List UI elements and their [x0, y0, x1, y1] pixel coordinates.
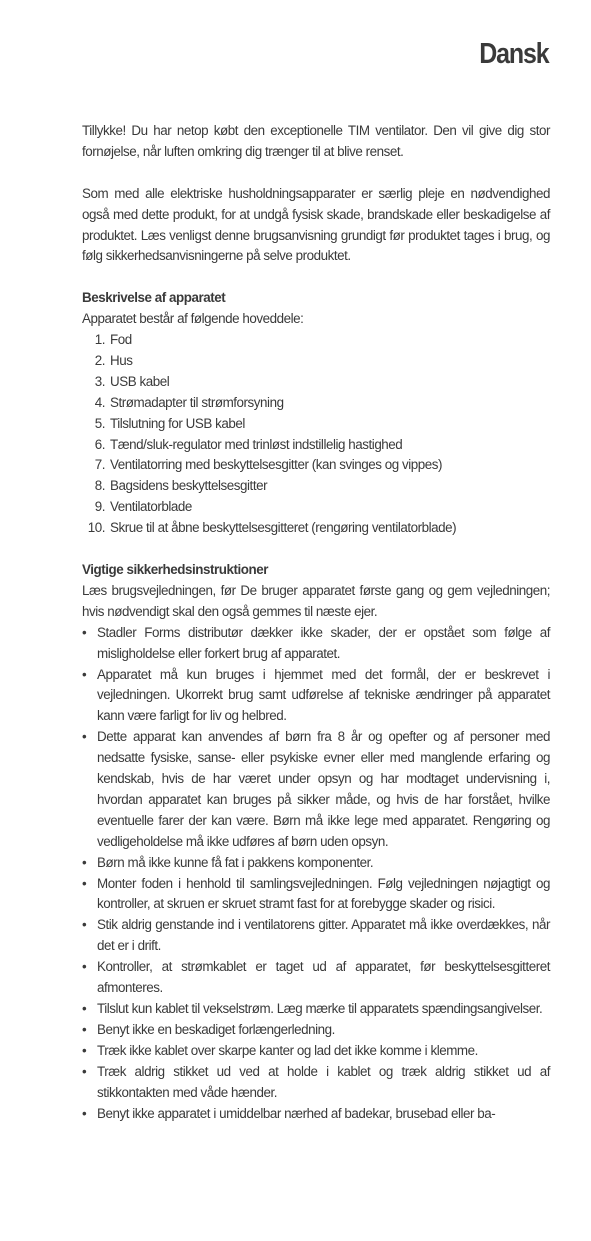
safety-item-text: Stik aldrig genstande ind i ventilatorens gitter. Apparatet må ikke overdækkes, når det er i drift. [97, 917, 550, 954]
list-item [82, 727, 550, 852]
list-item-label: Hus [110, 352, 133, 368]
list-item [82, 476, 550, 497]
safety-item-text: Benyt ikke apparatet i umiddelbar nærhed af badekar, brusebad eller ba- [97, 1105, 496, 1121]
list-item [82, 1104, 550, 1125]
manual-content [82, 121, 550, 1124]
bullet-icon: • [82, 1063, 87, 1079]
care-paragraph: Som med alle elektriske husholdningsapparater er særlig pleje en nødvendighed også med dette produkt, for at undgå fysisk skade, brandskade eller beskadigelse af produktet. Læs venligst denne brugsanvisning grundigt før produktet tages i brug, og følg sikkerhedsanvisningerne på selve produktet. [82, 185, 550, 264]
list-item [82, 372, 550, 393]
safety-item-text: Dette apparat kan anvendes af børn fra 8 år og opefter og af personer med nedsatte fysiske, sanse- eller psykiske evner eller med manglende erfaring og kendskab, hvis de har været under opsyn og har modtaget undervisning i, hvordan apparatet kan bruges på sikker måde, og hvis de har forstået, hvilke eventuelle farer der kan være. Børn må ikke lege med apparatet. Rengøring og vedligeholdelse må ikke udføres af børn uden opsyn. [97, 729, 550, 849]
safety-heading: Vigtige sikkerhedsinstruktioner [82, 561, 268, 577]
intro-paragraph: Tillykke! Du har netop købt den exceptionelle TIM ventilator. Den vil give dig stor fornøjelse, når luften omkring dig trænger til at blive renset. [82, 123, 550, 159]
list-item [82, 351, 550, 372]
list-item-label: Ventilatorring med beskyttelsesgitter (kan svinges og vippes) [110, 457, 443, 473]
list-item [82, 497, 550, 518]
list-item-number: 1. [94, 332, 105, 348]
list-item [82, 874, 550, 916]
list-item [82, 518, 550, 539]
bullet-icon: • [82, 1001, 87, 1017]
list-item-number: 9. [94, 499, 105, 515]
list-item [82, 435, 550, 456]
description-heading: Beskrivelse af apparatet [82, 290, 226, 306]
safety-item-text: Kontroller, at strømkablet er taget ud af apparatet, før beskyttelsesgitteret afmonteres. [97, 959, 550, 996]
list-item-label: Tænd/sluk-regulator med trinløst indstillelig hastighed [110, 436, 403, 452]
bullet-icon: • [82, 917, 87, 933]
list-item-number: 8. [94, 478, 105, 494]
list-item-label: Tilslutning for USB kabel [110, 415, 245, 431]
bullet-icon: • [82, 1105, 87, 1121]
list-item [82, 393, 550, 414]
safety-intro: Læs brugsvejledningen, før De bruger apparatet første gang og gem vejledningen; hvis nødvendigt skal den også gemmes til næste ejer. [82, 582, 550, 619]
list-item-number: 2. [94, 352, 105, 368]
description-intro: Apparatet består af følgende hoveddele: [82, 311, 304, 327]
list-item [82, 957, 550, 999]
bullet-icon: • [82, 875, 87, 891]
list-item [82, 915, 550, 957]
list-item [82, 414, 550, 435]
list-item-number: 3. [94, 373, 105, 389]
list-item-number: 7. [94, 457, 105, 473]
bullet-icon: • [82, 1042, 87, 1058]
list-item-number: 6. [94, 436, 105, 452]
list-item-label: Fod [110, 332, 132, 348]
list-item [82, 1041, 550, 1062]
safety-item-text: Træk ikke kablet over skarpe kanter og lad det ikke komme i klemme. [97, 1042, 478, 1058]
list-item-number: 10. [87, 520, 105, 536]
list-item [82, 455, 550, 476]
list-item [82, 330, 550, 351]
list-item-label: Ventilatorblade [110, 499, 192, 515]
list-item [82, 1020, 550, 1041]
list-item [82, 623, 550, 665]
list-item [82, 999, 550, 1020]
list-item [82, 853, 550, 874]
bullet-icon: • [82, 854, 87, 870]
safety-item-text: Tilslut kun kablet til vekselstrøm. Læg mærke til apparatets spændingsangivelser. [97, 1001, 543, 1017]
bullet-icon: • [82, 729, 87, 745]
list-item-label: Skrue til at åbne beskyttelsesgitteret (rengøring ventilatorblade) [110, 520, 457, 536]
safety-item-text: Børn må ikke kunne få fat i pakkens komponenter. [97, 854, 374, 870]
safety-list [82, 623, 550, 1125]
bullet-icon: • [82, 959, 87, 975]
list-item-label: Strømadapter til strømforsyning [110, 394, 284, 410]
safety-item-text: Stadler Forms distributør dækker ikke skader, der er opstået som følge af misligholdelse eller forkert brug af apparatet. [97, 624, 550, 661]
bullet-icon: • [82, 624, 87, 640]
language-heading: Dansk [479, 38, 549, 70]
list-item [82, 1062, 550, 1104]
list-item-number: 4. [94, 394, 105, 410]
safety-item-text: Benyt ikke en beskadiget forlængerledning. [97, 1021, 335, 1037]
list-item-number: 5. [94, 415, 105, 431]
parts-list [82, 330, 550, 539]
list-item-label: Bagsidens beskyttelsesgitter [110, 478, 268, 494]
bullet-icon: • [82, 666, 87, 682]
bullet-icon: • [82, 1021, 87, 1037]
list-item-label: USB kabel [110, 373, 170, 389]
safety-item-text: Monter foden i henhold til samlingsvejledningen. Følg vejledningen nøjagtigt og kontroller, at skruen er skruet stramt fast for at forebygge skader og risici. [97, 875, 550, 912]
list-item [82, 665, 550, 728]
safety-item-text: Træk aldrig stikket ud ved at holde i kablet og træk aldrig stikket ud af stikkontakten med våde hænder. [97, 1063, 550, 1100]
safety-item-text: Apparatet må kun bruges i hjemmet med det formål, der er beskrevet i vejledningen. Ukorrekt brug samt udførelse af tekniske ændringer på apparatet kann være farligt for liv og helbred. [97, 666, 550, 724]
